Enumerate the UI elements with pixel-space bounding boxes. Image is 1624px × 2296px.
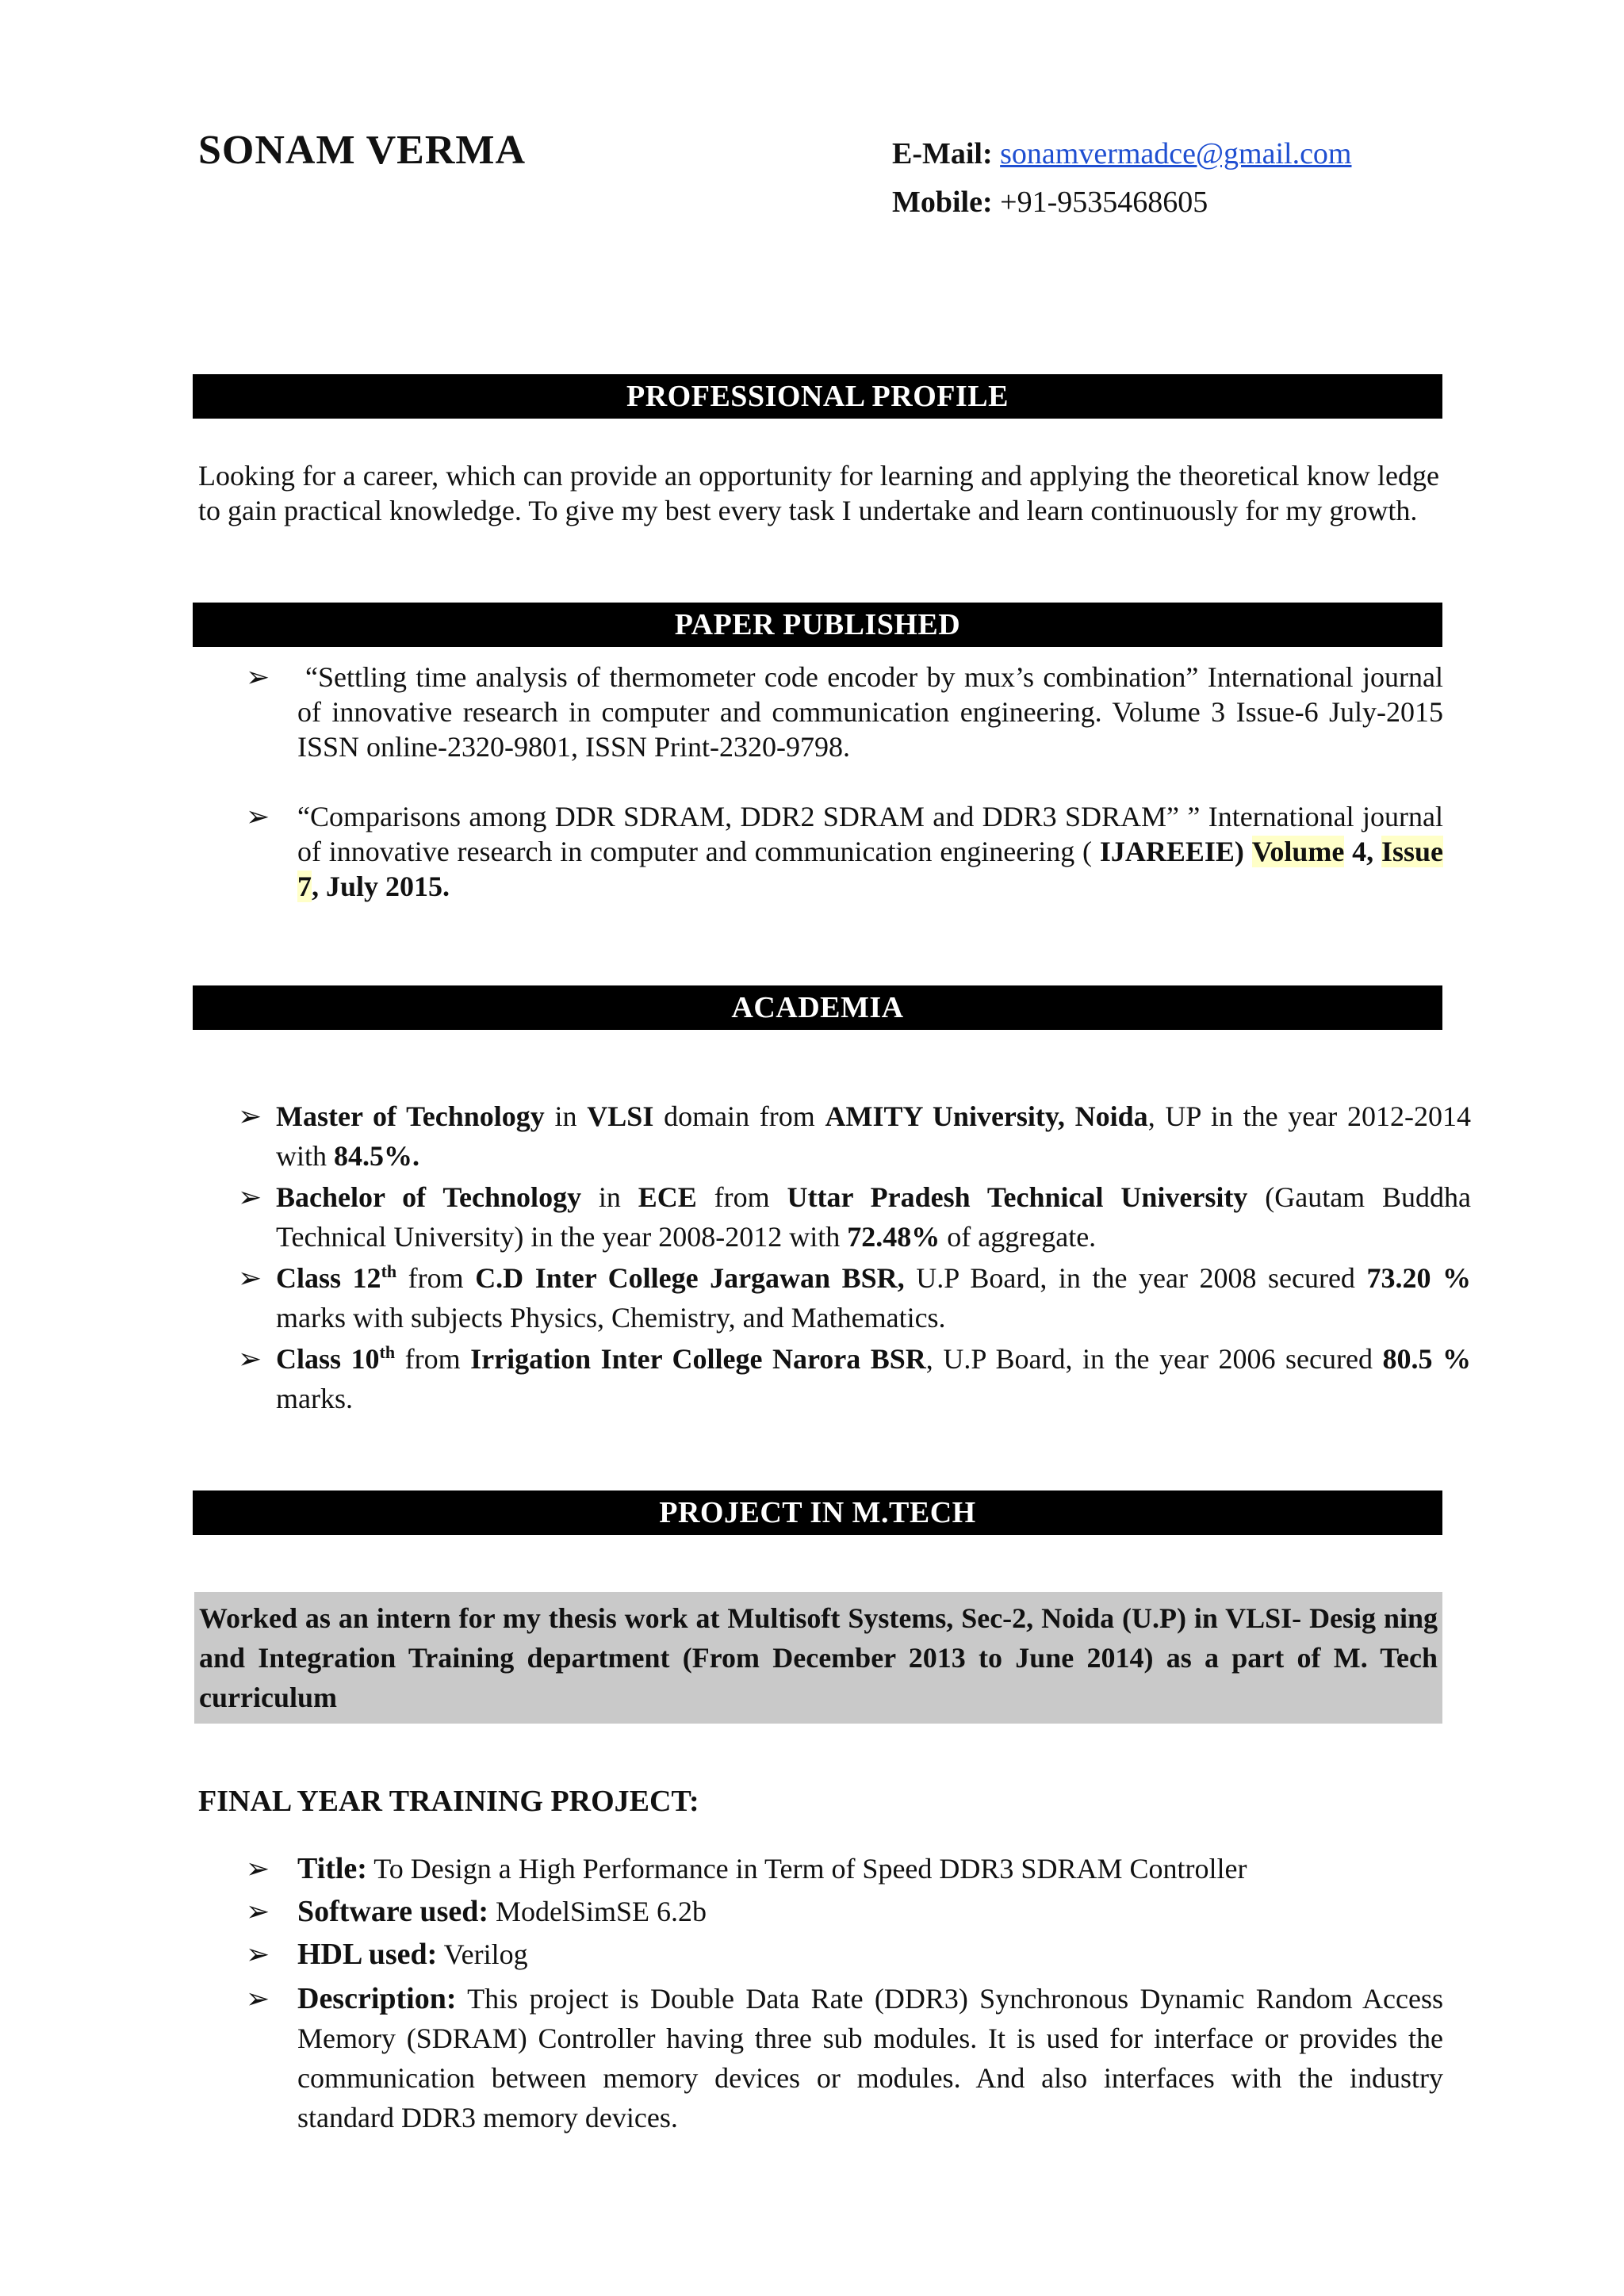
text: of aggregate. [940,1221,1097,1253]
text: , U.P Board, in the year 2006 secured [925,1343,1383,1375]
ordinal-suffix: th [381,1261,397,1281]
text: from [395,1343,471,1375]
paper-item [246,660,1443,764]
text: from [696,1181,787,1213]
journal-name: IJAREEIE) [1099,836,1244,867]
school: C.D Inter College Jargawan BSR, [475,1262,905,1294]
arrow-bullet-icon: ➢ [246,661,270,693]
software-item [246,1890,1443,1933]
description-item [246,1979,1443,2137]
text: , UP in the year 2012-2014 with [276,1100,1471,1172]
mobile-number: +91-9535468605 [1000,186,1208,219]
email-link[interactable]: sonamvermadce@gmail.com [1000,137,1352,170]
arrow-bullet-icon: ➢ [238,1100,262,1132]
email-label: E-Mail: [892,137,993,170]
text: in [544,1100,588,1132]
text: from [396,1262,476,1294]
section-header-paper-published: PAPER PUBLISHED [193,603,1442,647]
description-text: This project is Double Data Rate (DDR3) Synchronous Dynamic Random Access Memory (SDRAM) Controller having three sub modules. It is used for interface or provides the communication between memory devices or modules. And also interfaces with the industry standard DDR3 memory devices. [297,1983,1443,2133]
final-project-list [246,1847,1443,2137]
internship-box: Worked as an intern for my thesis work at Multisoft Systems, Sec-2, Noida (U.P) in VLSI- Desig ning and Integration Training department (From December 2013 to June 2014) as a part of M. Tech curriculum [194,1592,1442,1724]
paper-list [246,660,1443,904]
paper-text: “Comparisons among DDR SDRAM, DDR2 SDRAM and DDR3 SDRAM” ” International journal of innovative research in computer and communication engineering ( [297,801,1443,867]
description-label: Description: [297,1982,457,2015]
section-header-professional-profile: PROFESSIONAL PROFILE [193,374,1442,419]
academia-item-class10 [238,1339,1471,1418]
text: U.P Board, in the year 2008 secured [904,1262,1367,1294]
ordinal-suffix: th [379,1342,396,1362]
mobile-label: Mobile: [892,186,993,219]
score: 73.20 % [1366,1262,1472,1294]
arrow-bullet-icon: ➢ [246,801,270,832]
profile-text: Looking for a career, which can provide an opportunity for learning and applying the theoretical know ledge to gain practical knowledge. To give my best every task I undertake and learn continuously for my growth. [198,460,1439,526]
academia-item-mtech [238,1096,1471,1176]
arrow-bullet-icon: ➢ [246,1853,270,1885]
class: Class 12 [276,1262,381,1294]
field: ECE [638,1181,697,1213]
volume-number: 4, [1344,836,1381,867]
text: domain from [653,1100,825,1132]
arrow-bullet-icon: ➢ [238,1262,262,1294]
arrow-bullet-icon: ➢ [238,1343,262,1375]
issue-word: Issue 7 [297,836,1444,902]
candidate-name: SONAM VERMA [198,128,527,173]
paper-date: , July 2015. [312,871,450,902]
hdl-item [246,1933,1443,1976]
email-line [892,136,1352,171]
score: 80.5 % [1382,1343,1471,1375]
paper-item [246,799,1443,904]
paper-text: “Settling time analysis of thermometer code encoder by mux’s combination” International journal of innovative research in computer and communication engineering. Volume 3 Issue-6 July-2015 ISSN online-2320-9801, ISSN Print-2320-9798. [297,661,1443,763]
academia-item-class12 [238,1258,1471,1337]
field: VLSI [587,1100,654,1132]
hdl-label: HDL used: [297,1938,438,1971]
degree: Master of Technology [276,1100,545,1132]
final-project-heading: FINAL YEAR TRAINING PROJECT: [198,1785,699,1818]
volume-word: Volume [1251,836,1345,867]
text: marks. [276,1383,353,1414]
score: 72.48% [847,1221,940,1253]
arrow-bullet-icon: ➢ [246,1938,270,1970]
arrow-bullet-icon: ➢ [238,1181,262,1213]
text: marks with subjects Physics, Chemistry, and Mathematics. [276,1302,946,1334]
university: AMITY University, Noida [825,1100,1148,1132]
text: in [581,1181,638,1213]
academia-item-btech [238,1177,1471,1257]
mobile-line [892,185,1208,220]
degree: Bachelor of Technology [276,1181,582,1213]
project-title: To Design a High Performance in Term of Speed DDR3 SDRAM Controller [366,1853,1247,1885]
section-header-academia: ACADEMIA [193,985,1442,1030]
school: Irrigation Inter College Narora BSR [470,1343,926,1375]
arrow-bullet-icon: ➢ [246,1896,270,1927]
section-header-project-mtech: PROJECT IN M.TECH [193,1490,1442,1535]
hdl-value: Verilog [437,1938,528,1970]
score: 84.5%. [334,1140,420,1172]
title-label: Title: [297,1852,367,1885]
project-title-item [246,1847,1443,1890]
arrow-bullet-icon: ➢ [246,1983,270,2015]
university: Uttar Pradesh Technical University [787,1181,1248,1213]
software-value: ModelSimSE 6.2b [488,1896,707,1927]
class: Class 10 [276,1343,380,1375]
software-label: Software used: [297,1895,489,1928]
academia-list [238,1096,1471,1418]
text: (Gautam Buddha Technical University) in the year 2008-2012 with [276,1181,1472,1253]
